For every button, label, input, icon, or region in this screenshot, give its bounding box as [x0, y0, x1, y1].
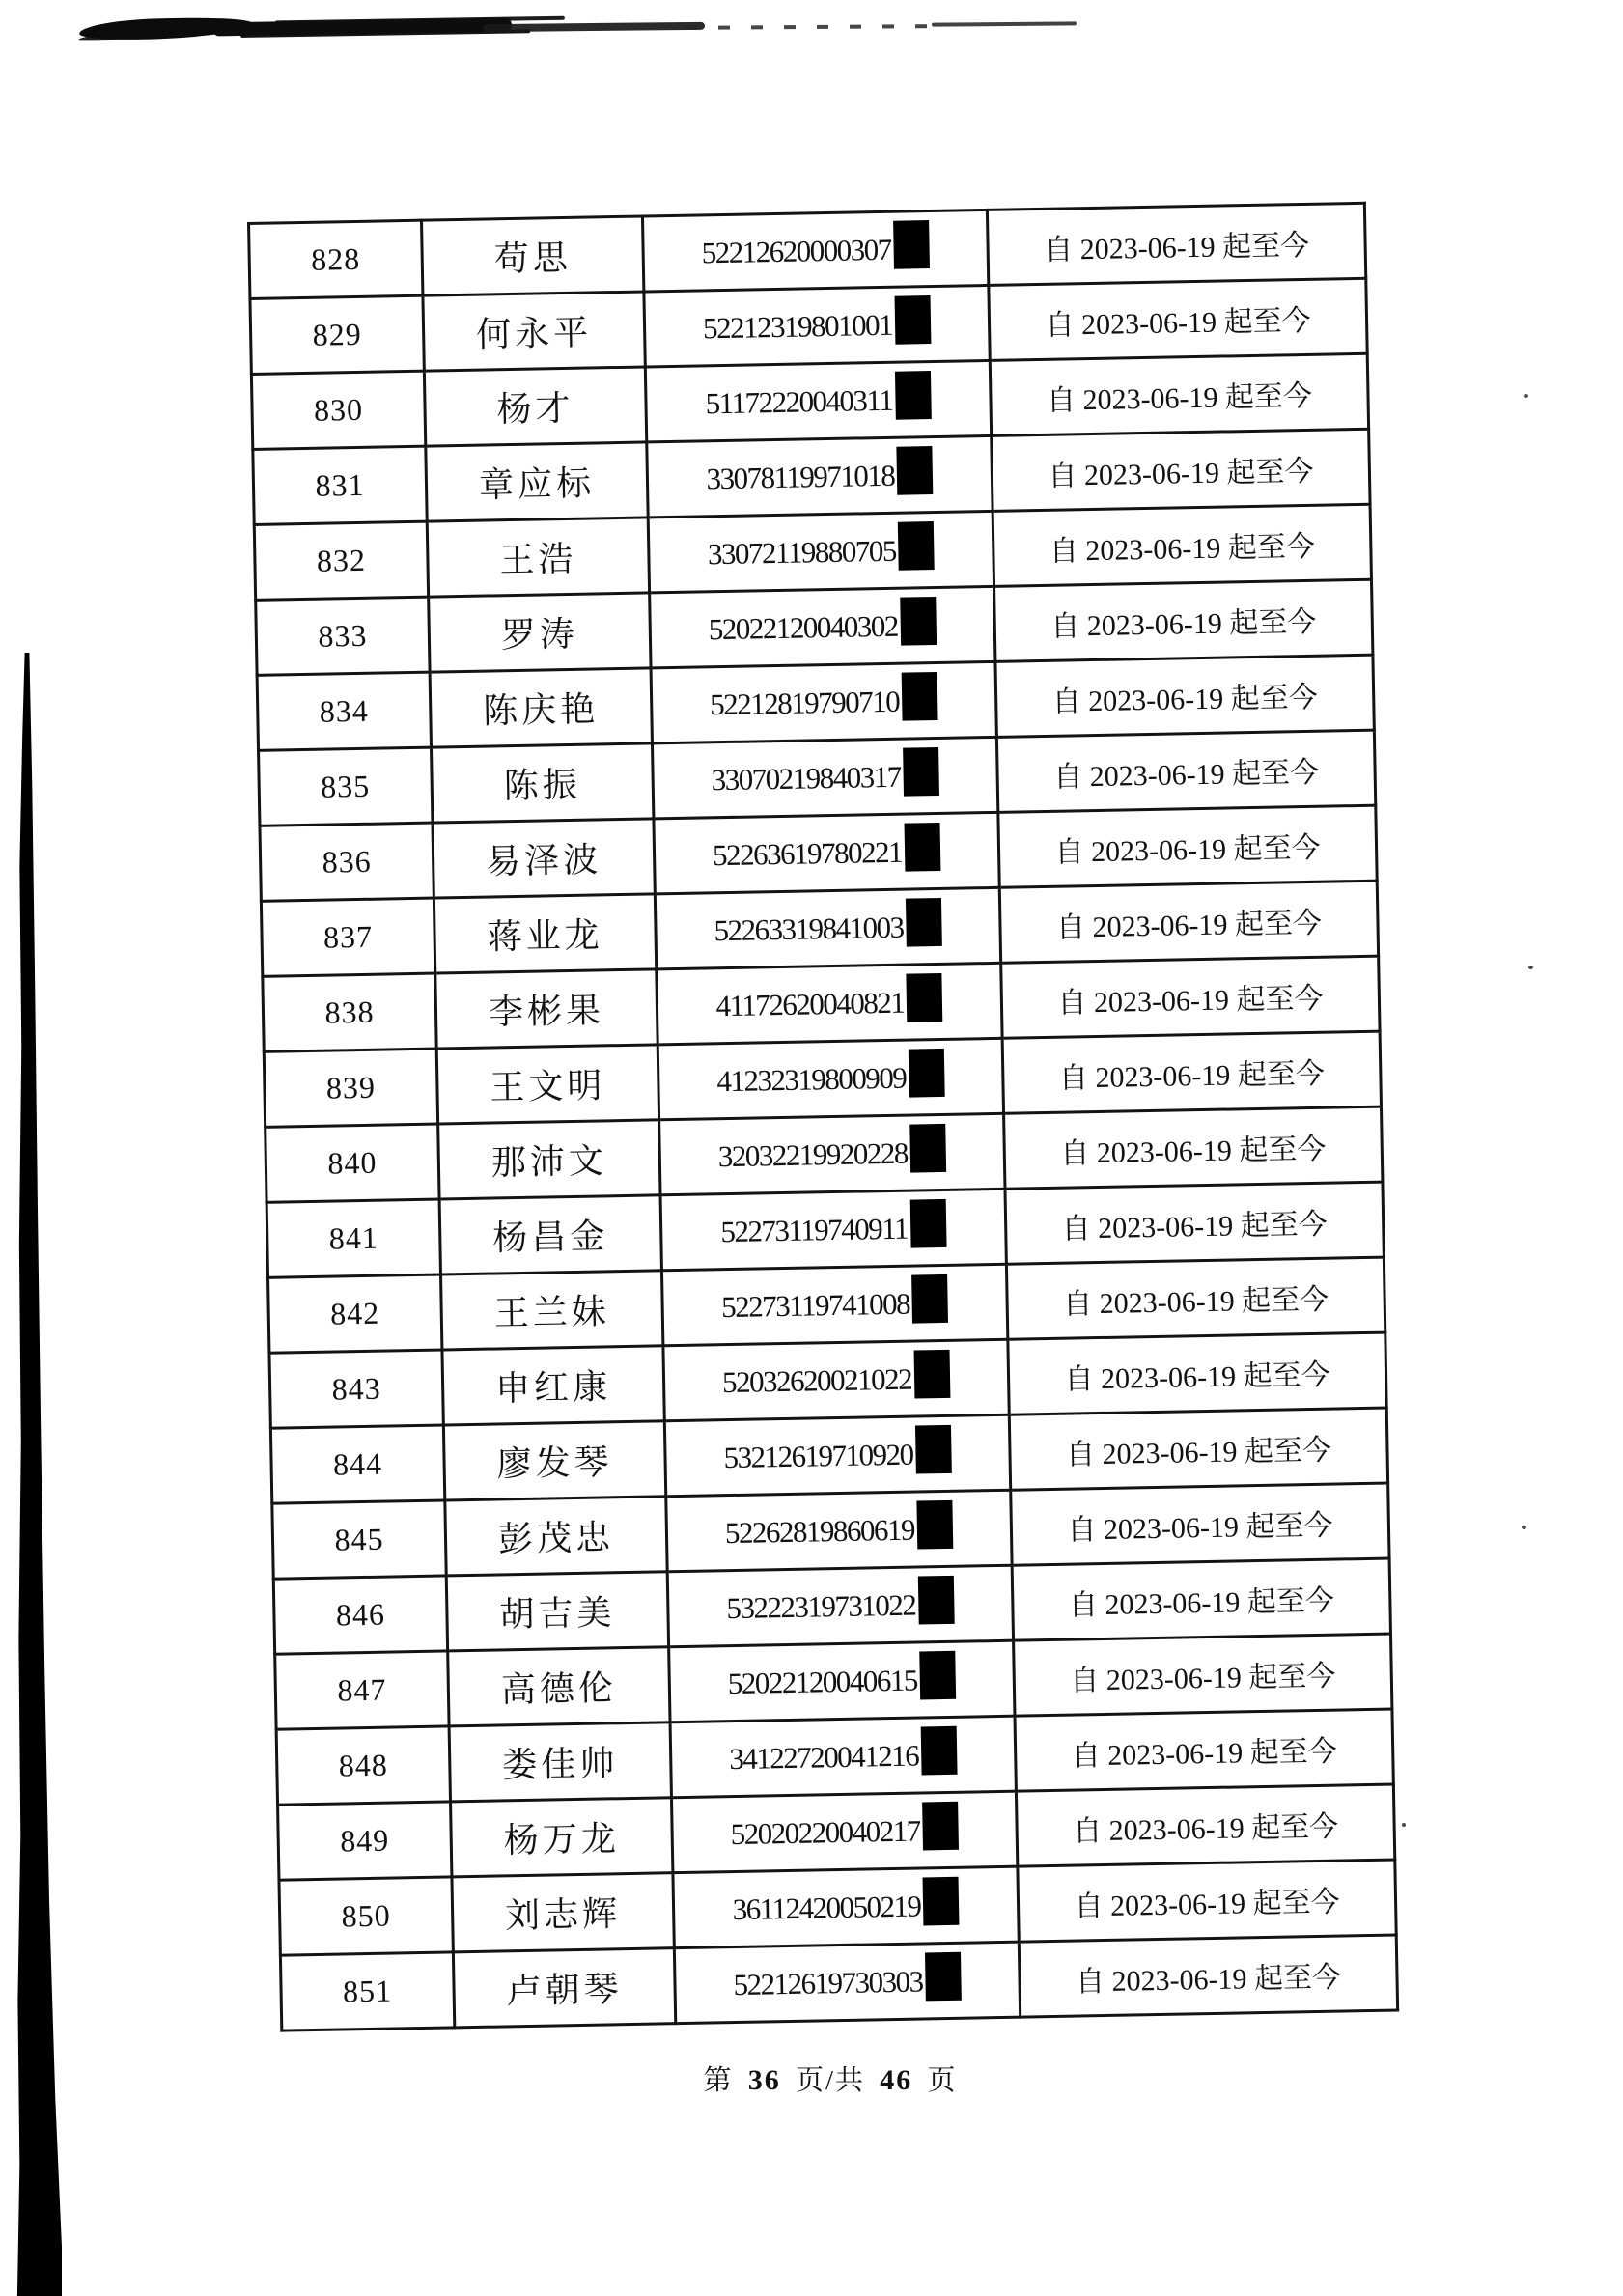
name-cell: 卢朝琴 [453, 1948, 675, 2028]
redaction-box [912, 1274, 949, 1323]
id-cell [658, 1038, 1003, 1120]
id-number: 52212620000307 [701, 232, 891, 269]
name-cell: 罗涛 [429, 593, 651, 672]
id-wrap [669, 1579, 1012, 1633]
row-number-cell: 838 [263, 973, 436, 1051]
name-cell: 杨万龙 [451, 1798, 673, 1877]
row-number-cell: 829 [250, 295, 424, 374]
validity-period-cell: 自 2023-06-19 起至今 [1015, 1709, 1393, 1791]
validity-period-cell: 自 2023-06-19 起至今 [1019, 1935, 1397, 2017]
validity-period-cell: 自 2023-06-19 起至今 [994, 579, 1373, 661]
row-number-cell: 849 [278, 1802, 452, 1880]
name-cell: 章应标 [426, 442, 648, 521]
row-number-cell: 847 [275, 1651, 449, 1729]
id-cell [661, 1264, 1007, 1346]
row-number-cell: 837 [261, 898, 434, 976]
name-cell: 廖发琴 [443, 1421, 665, 1500]
id-wrap [653, 675, 995, 729]
name-cell: 蒋业龙 [434, 894, 656, 973]
redaction-box [909, 1048, 945, 1097]
redaction-box [895, 295, 932, 345]
redaction-box [897, 446, 934, 495]
validity-period-cell: 自 2023-06-19 起至今 [1018, 1860, 1396, 1942]
id-cell [654, 812, 999, 894]
name-cell: 高德伦 [448, 1647, 670, 1726]
validity-period-cell: 自 2023-06-19 起至今 [1008, 1332, 1386, 1414]
footer-separator: 页/共 [795, 2065, 866, 2096]
redaction-box [923, 1876, 960, 1925]
id-wrap [656, 826, 998, 880]
name-cell: 娄佳帅 [449, 1722, 671, 1802]
name-cell: 杨昌金 [439, 1195, 661, 1274]
id-cell [659, 1113, 1005, 1195]
smudge-dash [932, 21, 1077, 26]
validity-period-cell: 自 2023-06-19 起至今 [996, 730, 1375, 812]
id-cell [673, 1866, 1019, 1948]
redaction-box [902, 671, 938, 720]
id-wrap [651, 600, 993, 654]
id-number: 52262819860619 [724, 1512, 915, 1550]
redaction-box [916, 1499, 953, 1549]
validity-period-cell: 自 2023-06-19 起至今 [987, 203, 1365, 285]
id-cell [642, 210, 988, 292]
id-number: 33070219840317 [711, 759, 901, 797]
id-cell [645, 360, 991, 442]
name-cell: 刘志辉 [452, 1873, 674, 1952]
redaction-box [898, 521, 935, 571]
validity-period-cell: 自 2023-06-19 起至今 [989, 278, 1367, 360]
validity-period-cell: 自 2023-06-19 起至今 [1005, 1182, 1384, 1264]
row-number-cell: 850 [279, 1877, 453, 1955]
redaction-box [914, 1349, 951, 1398]
redaction-box [921, 1725, 958, 1775]
name-cell: 何永平 [423, 292, 645, 371]
id-number: 41172620040821 [715, 985, 905, 1022]
row-number-cell: 832 [254, 521, 428, 600]
id-cell [651, 661, 996, 743]
footer-prefix: 第 [703, 2065, 734, 2096]
id-number: 53212619710920 [723, 1437, 913, 1474]
id-wrap [649, 449, 992, 503]
row-number-cell: 842 [268, 1274, 442, 1353]
id-number: 32032219920228 [717, 1135, 909, 1173]
redaction-box [925, 1951, 962, 2001]
id-wrap [654, 750, 996, 804]
row-number-cell: 839 [264, 1049, 437, 1127]
id-wrap [658, 976, 1001, 1030]
id-number: 52022120040615 [727, 1663, 918, 1700]
row-number-cell: 841 [266, 1199, 440, 1277]
id-cell [652, 737, 997, 819]
id-wrap [676, 1955, 1019, 2009]
id-number: 52263619780221 [712, 834, 903, 872]
id-wrap [665, 1353, 1008, 1407]
id-number: 52273119740911 [720, 1211, 909, 1248]
row-number-cell: 834 [257, 672, 431, 750]
footer-total-pages: 46 [880, 2064, 913, 2096]
row-number-cell: 844 [270, 1425, 444, 1503]
id-wrap [646, 298, 989, 352]
records-table-body [249, 203, 1398, 2030]
validity-period-cell: 自 2023-06-19 起至今 [998, 805, 1377, 887]
redaction-box [922, 1801, 959, 1850]
id-cell [648, 511, 993, 593]
redaction-box [915, 1424, 952, 1473]
scan-speck [1528, 966, 1533, 969]
table-skew-wrapper [247, 202, 1399, 2032]
redaction-box [893, 220, 930, 269]
footer-page-number: 36 [747, 2064, 781, 2096]
smudge-dashes [686, 24, 937, 30]
id-cell [674, 1942, 1020, 2024]
scan-smudge-artifact [58, 12, 1081, 50]
id-number: 34122720041216 [728, 1738, 919, 1776]
id-number: 52212819790710 [709, 684, 900, 721]
name-cell: 陈振 [432, 743, 654, 823]
id-cell [647, 435, 993, 518]
id-cell [670, 1716, 1016, 1798]
id-cell [663, 1339, 1009, 1421]
redaction-box [900, 596, 937, 645]
id-wrap [673, 1805, 1016, 1859]
page-footer [618, 2058, 1043, 2098]
name-cell: 杨才 [424, 367, 646, 446]
id-number: 52212319801001 [702, 307, 893, 345]
scan-speck [1522, 1526, 1526, 1529]
row-number-cell: 828 [249, 220, 423, 298]
validity-period-cell: 自 2023-06-19 起至今 [1009, 1408, 1387, 1490]
id-cell [657, 963, 1002, 1045]
name-cell: 那沛文 [438, 1120, 660, 1199]
redaction-box [906, 897, 942, 946]
id-wrap [675, 1880, 1018, 1934]
redaction-box [903, 746, 939, 796]
row-number-cell: 833 [256, 597, 430, 675]
id-number: 52022120040302 [708, 608, 899, 646]
id-cell [650, 586, 995, 668]
redaction-box [909, 1123, 946, 1172]
records-table [247, 202, 1399, 2032]
id-cell [660, 1189, 1006, 1271]
id-cell [644, 285, 990, 367]
id-number: 52212619730303 [733, 1963, 923, 2002]
redaction-box [918, 1575, 955, 1624]
id-wrap [660, 1127, 1003, 1181]
validity-period-cell: 自 2023-06-19 起至今 [1016, 1784, 1394, 1866]
row-number-cell: 851 [280, 1952, 454, 2030]
redaction-box [895, 371, 932, 420]
smudge-streak [483, 22, 705, 32]
id-number: 51172220040311 [705, 382, 893, 420]
validity-period-cell: 自 2023-06-19 起至今 [1012, 1558, 1390, 1640]
id-wrap [670, 1654, 1013, 1708]
name-cell: 胡吉美 [446, 1572, 668, 1651]
id-wrap [647, 374, 990, 428]
redaction-box [907, 972, 943, 1022]
id-wrap [659, 1051, 1002, 1106]
row-number-cell: 845 [272, 1500, 446, 1579]
id-number: 33078119971018 [706, 458, 895, 495]
name-cell: 陈庆艳 [430, 668, 652, 747]
smudge-blob [212, 18, 512, 37]
id-cell [664, 1414, 1010, 1497]
name-cell: 王兰妹 [441, 1271, 663, 1350]
id-wrap [662, 1202, 1005, 1256]
validity-period-cell: 自 2023-06-19 起至今 [1002, 1031, 1381, 1113]
row-number-cell: 831 [253, 446, 427, 524]
validity-period-cell: 自 2023-06-19 起至今 [992, 429, 1370, 511]
name-cell: 易泽波 [433, 819, 655, 898]
row-number-cell: 840 [266, 1124, 439, 1202]
id-wrap [668, 1503, 1011, 1557]
id-number: 52263319841003 [714, 910, 904, 947]
redaction-box [919, 1650, 956, 1699]
name-cell: 苟思 [421, 216, 643, 295]
name-cell: 彭茂忠 [445, 1497, 667, 1576]
id-wrap [650, 524, 993, 578]
scan-speck [1524, 394, 1528, 398]
row-number-cell: 848 [276, 1726, 450, 1805]
id-number: 41232319800909 [716, 1060, 907, 1098]
id-wrap [657, 901, 999, 955]
validity-period-cell: 自 2023-06-19 起至今 [1014, 1634, 1392, 1716]
validity-period-cell: 自 2023-06-19 起至今 [1001, 956, 1380, 1038]
scan-speck [1402, 1823, 1406, 1827]
validity-period-cell: 自 2023-06-19 起至今 [995, 655, 1374, 737]
id-cell [671, 1791, 1017, 1873]
validity-period-cell: 自 2023-06-19 起至今 [999, 881, 1378, 963]
redaction-box [905, 822, 941, 871]
name-cell: 王浩 [427, 518, 649, 597]
validity-period-cell: 自 2023-06-19 起至今 [1006, 1257, 1385, 1339]
id-number: 52020220040217 [730, 1813, 920, 1851]
id-wrap [666, 1428, 1009, 1482]
footer-suffix: 页 [927, 2065, 958, 2096]
id-wrap [644, 223, 987, 277]
validity-period-cell: 自 2023-06-19 起至今 [990, 353, 1368, 435]
id-cell [666, 1490, 1012, 1572]
id-cell [669, 1640, 1015, 1722]
row-number-cell: 835 [259, 747, 433, 826]
id-wrap [663, 1277, 1006, 1331]
validity-period-cell: 自 2023-06-19 起至今 [1004, 1106, 1383, 1189]
id-cell [655, 887, 1000, 969]
row-number-cell: 830 [251, 371, 425, 449]
scan-black-bar-artifact [15, 653, 62, 2296]
id-number: 53222319731022 [726, 1587, 916, 1625]
id-cell [667, 1565, 1013, 1647]
id-number: 52032620021022 [721, 1361, 912, 1399]
id-number: 52273119741008 [720, 1286, 910, 1324]
row-number-cell: 843 [269, 1350, 443, 1428]
id-number: 33072119880705 [707, 533, 897, 571]
name-cell: 李彬果 [435, 969, 658, 1049]
validity-period-cell: 自 2023-06-19 起至今 [1011, 1483, 1389, 1565]
row-number-cell: 836 [260, 823, 434, 901]
id-number: 36112420050219 [732, 1889, 921, 1926]
id-wrap [672, 1729, 1015, 1783]
redaction-box [910, 1198, 947, 1247]
row-number-cell: 846 [273, 1576, 447, 1654]
name-cell: 申红康 [442, 1346, 664, 1425]
validity-period-cell: 自 2023-06-19 起至今 [993, 504, 1371, 586]
name-cell: 王文明 [436, 1045, 658, 1124]
